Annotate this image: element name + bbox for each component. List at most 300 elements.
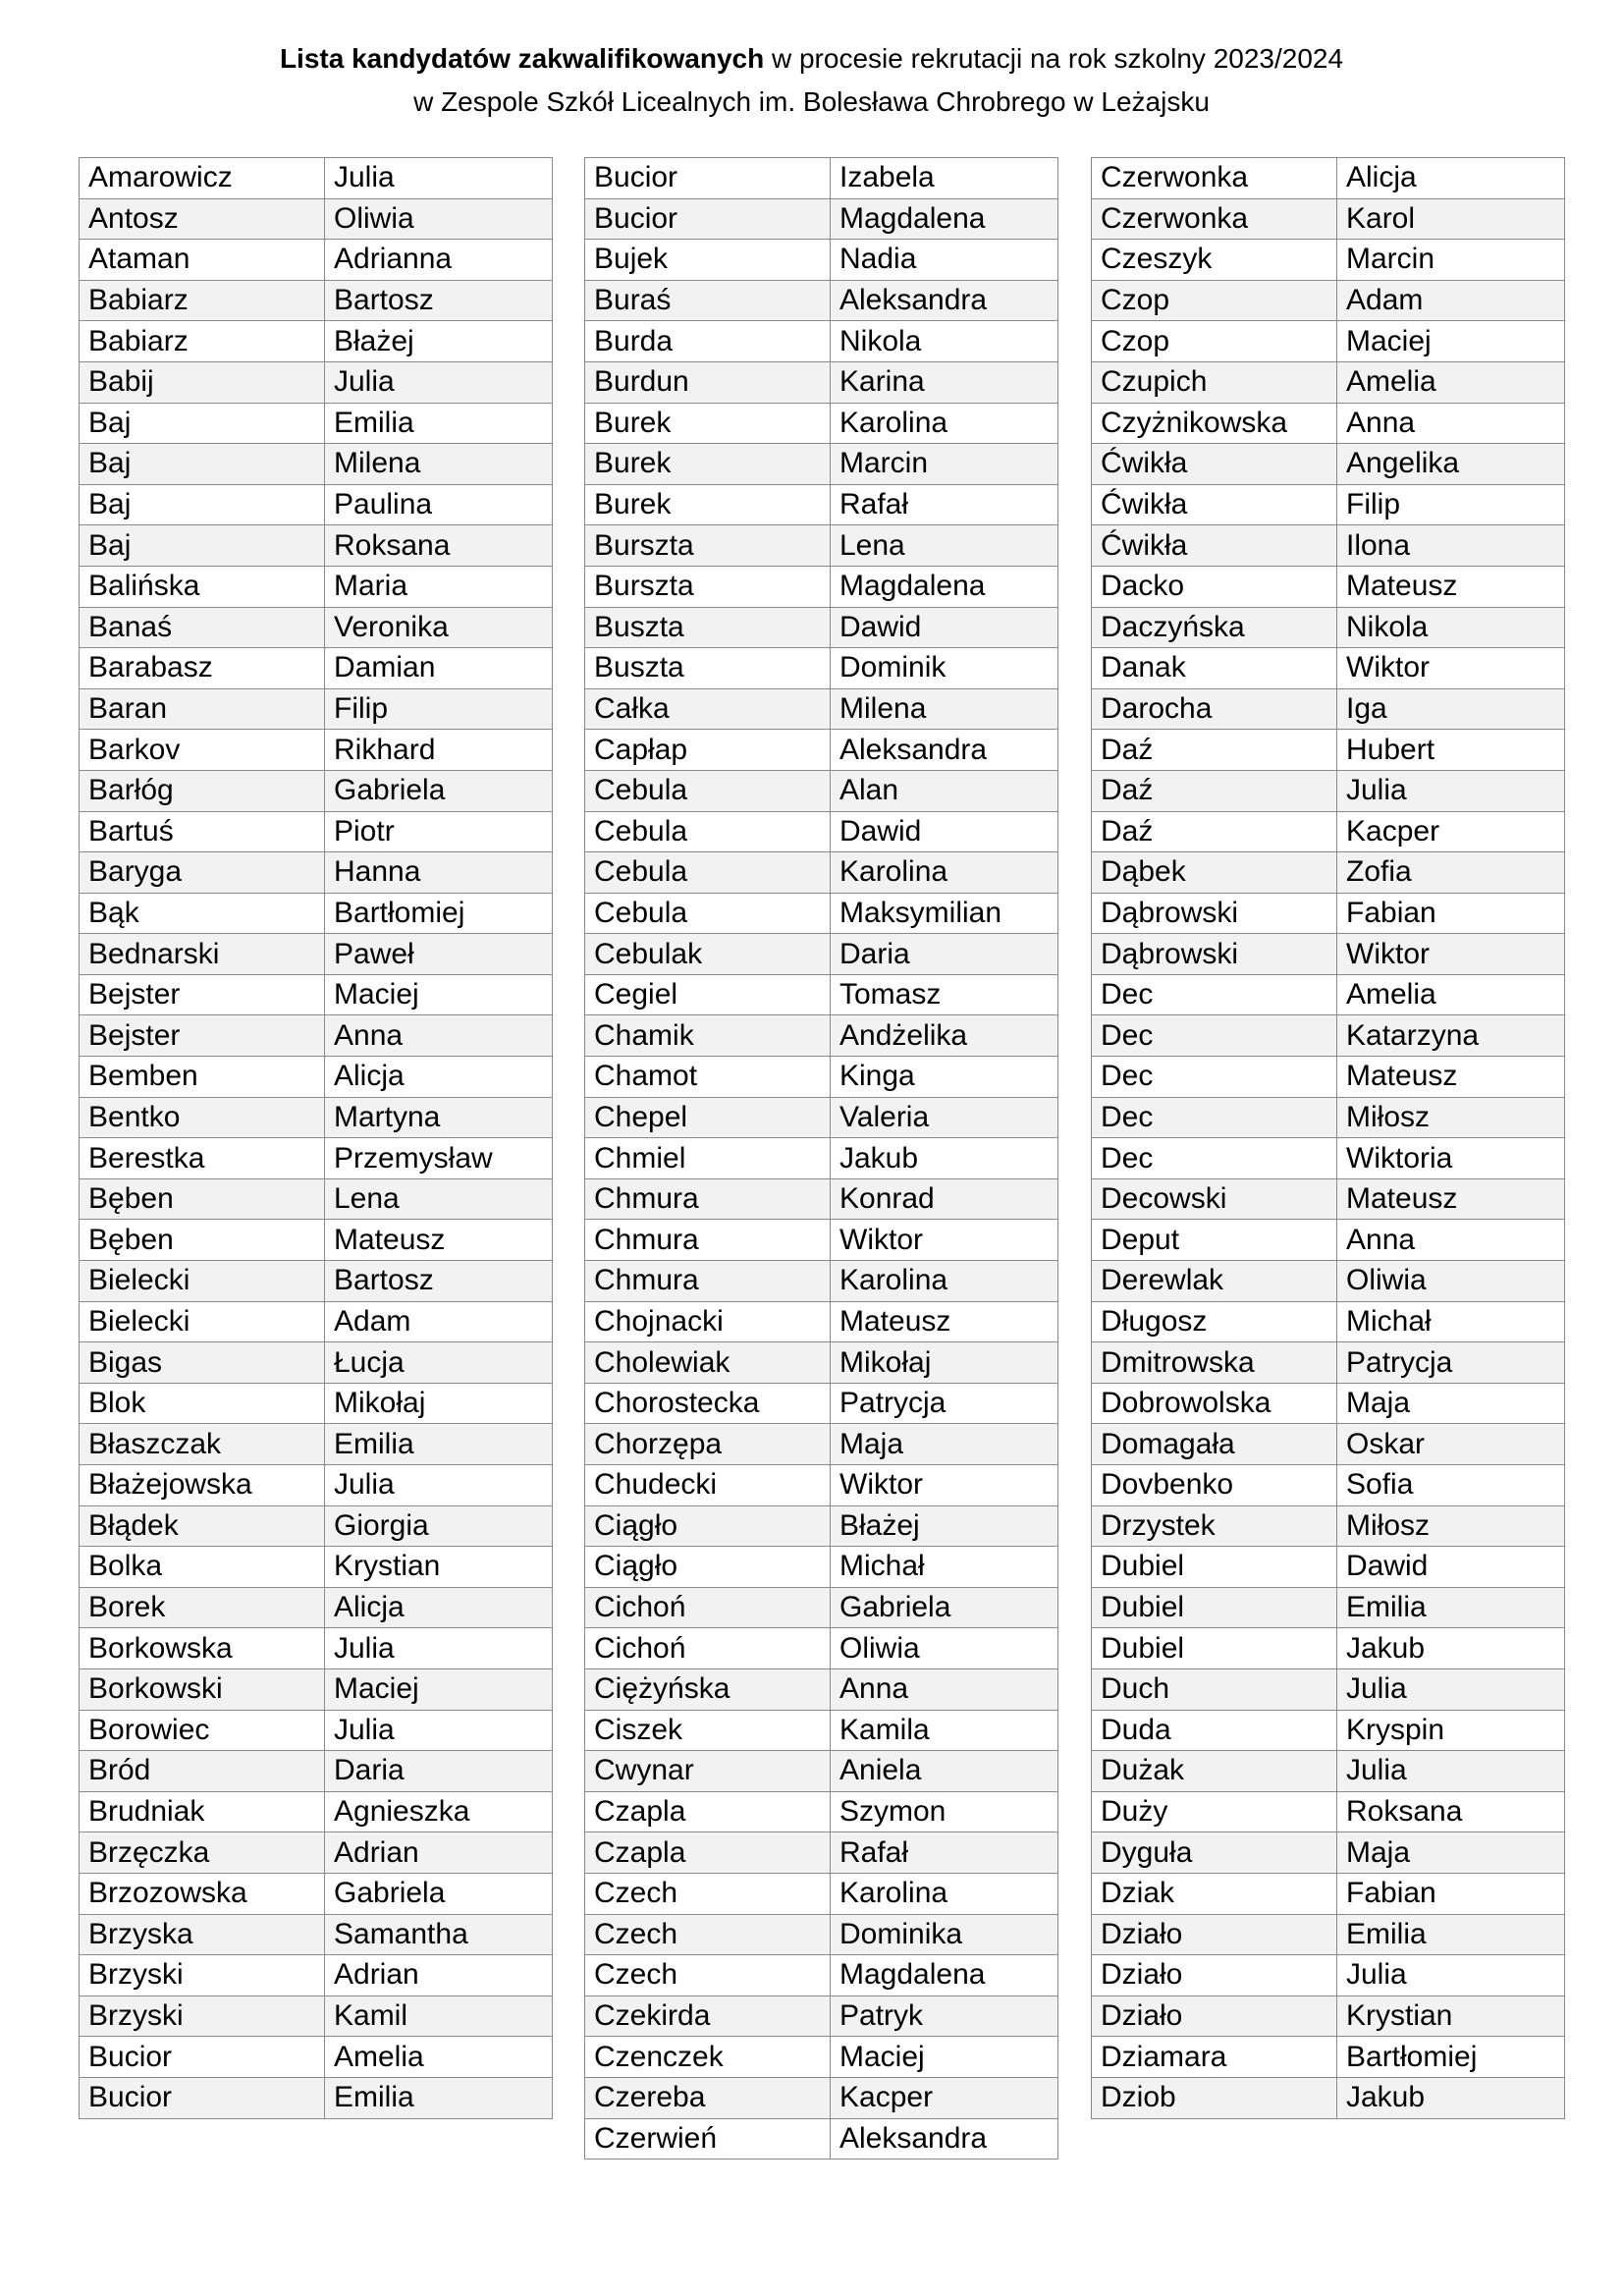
- firstname-cell: Gabriela: [325, 770, 553, 811]
- table-row: [80, 1628, 553, 1669]
- firstname-cell: Nadia: [831, 240, 1058, 281]
- table-row: [1092, 1628, 1565, 1669]
- surname-cell: Chmura: [585, 1178, 831, 1220]
- surname-cell: Cwynar: [585, 1751, 831, 1792]
- firstname-cell: Rafał: [831, 484, 1058, 525]
- candidates-table-column-1: [79, 157, 553, 2119]
- surname-cell: Duch: [1092, 1668, 1337, 1710]
- firstname-cell: Kamil: [325, 1995, 553, 2037]
- table-row: [585, 1668, 1058, 1710]
- table-row: [80, 974, 553, 1015]
- table-row: [80, 444, 553, 485]
- firstname-cell: Emilia: [325, 403, 553, 444]
- firstname-cell: Tomasz: [831, 974, 1058, 1015]
- surname-cell: Bielecki: [80, 1261, 325, 1302]
- surname-cell: Babij: [80, 361, 325, 403]
- surname-cell: Burszta: [585, 566, 831, 607]
- firstname-cell: Przemysław: [325, 1138, 553, 1179]
- table-row: [80, 1015, 553, 1057]
- surname-cell: Czerwień: [585, 2118, 831, 2159]
- firstname-cell: Sofia: [1337, 1465, 1565, 1506]
- firstname-cell: Adrian: [325, 1832, 553, 1874]
- surname-cell: Dacko: [1092, 566, 1337, 607]
- candidates-table-column-3: [1091, 157, 1565, 2119]
- table-row: [80, 852, 553, 894]
- firstname-cell: Oliwia: [1337, 1261, 1565, 1302]
- surname-cell: Bujek: [585, 240, 831, 281]
- table-row: [80, 1995, 553, 2037]
- firstname-cell: Oliwia: [831, 1628, 1058, 1669]
- surname-cell: Dec: [1092, 1097, 1337, 1138]
- table-row: [80, 198, 553, 240]
- surname-cell: Capłap: [585, 730, 831, 771]
- surname-cell: Chamot: [585, 1057, 831, 1098]
- surname-cell: Babiarz: [80, 321, 325, 362]
- surname-cell: Barabasz: [80, 648, 325, 689]
- firstname-cell: Andżelika: [831, 1015, 1058, 1057]
- firstname-cell: Maja: [1337, 1832, 1565, 1874]
- table-row: [80, 1138, 553, 1179]
- firstname-cell: Roksana: [1337, 1791, 1565, 1832]
- surname-cell: Czop: [1092, 280, 1337, 321]
- firstname-cell: Maksymilian: [831, 893, 1058, 934]
- surname-cell: Bigas: [80, 1342, 325, 1384]
- table-row: [1092, 525, 1565, 567]
- table-row: [1092, 1138, 1565, 1179]
- surname-cell: Dyguła: [1092, 1832, 1337, 1874]
- firstname-cell: Maciej: [325, 1668, 553, 1710]
- table-row: [585, 1710, 1058, 1751]
- surname-cell: Chmiel: [585, 1138, 831, 1179]
- table-row: [585, 280, 1058, 321]
- firstname-cell: Dawid: [1337, 1547, 1565, 1588]
- surname-cell: Ćwikła: [1092, 444, 1337, 485]
- firstname-cell: Damian: [325, 648, 553, 689]
- firstname-cell: Maja: [831, 1424, 1058, 1465]
- firstname-cell: Oliwia: [325, 198, 553, 240]
- table-row: [585, 607, 1058, 648]
- table-row: [1092, 403, 1565, 444]
- table-row: [585, 158, 1058, 199]
- surname-cell: Czekirda: [585, 1995, 831, 2037]
- surname-cell: Dziak: [1092, 1873, 1337, 1914]
- surname-cell: Blok: [80, 1383, 325, 1424]
- firstname-cell: Bartosz: [325, 280, 553, 321]
- firstname-cell: Aniela: [831, 1751, 1058, 1792]
- table-row: [1092, 1261, 1565, 1302]
- firstname-cell: Adam: [325, 1301, 553, 1342]
- firstname-cell: Emilia: [1337, 1914, 1565, 1955]
- table-row: [1092, 2077, 1565, 2118]
- firstname-cell: Krystian: [325, 1547, 553, 1588]
- table-row: [80, 1955, 553, 1996]
- surname-cell: Balińska: [80, 566, 325, 607]
- firstname-cell: Karolina: [831, 1873, 1058, 1914]
- surname-cell: Dubiel: [1092, 1587, 1337, 1628]
- table-row: [585, 1097, 1058, 1138]
- surname-cell: Deput: [1092, 1220, 1337, 1261]
- table-row: [1092, 1465, 1565, 1506]
- table-row: [1092, 1791, 1565, 1832]
- surname-cell: Cebula: [585, 852, 831, 894]
- table-row: [1092, 2037, 1565, 2078]
- firstname-cell: Maria: [325, 566, 553, 607]
- table-row: [585, 730, 1058, 771]
- surname-cell: Duda: [1092, 1710, 1337, 1751]
- table-row: [585, 1547, 1058, 1588]
- table-row: [1092, 321, 1565, 362]
- firstname-cell: Katarzyna: [1337, 1015, 1565, 1057]
- firstname-cell: Jakub: [831, 1138, 1058, 1179]
- firstname-cell: Emilia: [325, 2077, 553, 2118]
- surname-cell: Daź: [1092, 811, 1337, 852]
- table-row: [80, 566, 553, 607]
- candidates-table-column-2: [584, 157, 1058, 2159]
- table-row: [80, 1832, 553, 1874]
- firstname-cell: Wiktor: [831, 1465, 1058, 1506]
- firstname-cell: Mikołaj: [831, 1342, 1058, 1384]
- firstname-cell: Mateusz: [1337, 1178, 1565, 1220]
- surname-cell: Borkowska: [80, 1628, 325, 1669]
- table-row: [1092, 1832, 1565, 1874]
- surname-cell: Czapla: [585, 1791, 831, 1832]
- table-row: [585, 1342, 1058, 1384]
- surname-cell: Dziob: [1092, 2077, 1337, 2118]
- surname-cell: Brzęczka: [80, 1832, 325, 1874]
- firstname-cell: Fabian: [1337, 1873, 1565, 1914]
- table-row: [1092, 852, 1565, 894]
- firstname-cell: Kamila: [831, 1710, 1058, 1751]
- table-row: [80, 240, 553, 281]
- table-row: [585, 974, 1058, 1015]
- firstname-cell: Rikhard: [325, 730, 553, 771]
- firstname-cell: Anna: [325, 1015, 553, 1057]
- surname-cell: Borek: [80, 1587, 325, 1628]
- table-row: [1092, 811, 1565, 852]
- table-row: [585, 1424, 1058, 1465]
- firstname-cell: Zofia: [1337, 852, 1565, 894]
- table-row: [1092, 198, 1565, 240]
- surname-cell: Berestka: [80, 1138, 325, 1179]
- surname-cell: Dobrowolska: [1092, 1383, 1337, 1424]
- surname-cell: Czapla: [585, 1832, 831, 1874]
- table-row: [585, 1220, 1058, 1261]
- firstname-cell: Samantha: [325, 1914, 553, 1955]
- surname-cell: Bemben: [80, 1057, 325, 1098]
- surname-cell: Bąk: [80, 893, 325, 934]
- table-row: [1092, 934, 1565, 975]
- table-row: [1092, 1220, 1565, 1261]
- firstname-cell: Aleksandra: [831, 2118, 1058, 2159]
- table-row: [80, 1383, 553, 1424]
- table-row: [585, 444, 1058, 485]
- table-row: [80, 648, 553, 689]
- firstname-cell: Michał: [831, 1547, 1058, 1588]
- surname-cell: Chmura: [585, 1261, 831, 1302]
- table-row: [585, 1955, 1058, 1996]
- table-row: [585, 1057, 1058, 1098]
- surname-cell: Ciszek: [585, 1710, 831, 1751]
- firstname-cell: Julia: [1337, 1955, 1565, 1996]
- table-row: [1092, 974, 1565, 1015]
- table-row: [585, 811, 1058, 852]
- table-row: [80, 770, 553, 811]
- table-row: [80, 1057, 553, 1098]
- firstname-cell: Amelia: [1337, 974, 1565, 1015]
- firstname-cell: Dawid: [831, 811, 1058, 852]
- firstname-cell: Wiktor: [1337, 648, 1565, 689]
- firstname-cell: Bartosz: [325, 1261, 553, 1302]
- table-row: [585, 1587, 1058, 1628]
- firstname-cell: Mateusz: [1337, 1057, 1565, 1098]
- firstname-cell: Karolina: [831, 852, 1058, 894]
- firstname-cell: Kryspin: [1337, 1710, 1565, 1751]
- firstname-cell: Maja: [1337, 1383, 1565, 1424]
- firstname-cell: Aleksandra: [831, 730, 1058, 771]
- firstname-cell: Mateusz: [831, 1301, 1058, 1342]
- firstname-cell: Julia: [1337, 770, 1565, 811]
- title-bold: Lista kandydatów zakwalifikowanych: [279, 43, 765, 74]
- firstname-cell: Michał: [1337, 1301, 1565, 1342]
- firstname-cell: Patryk: [831, 1995, 1058, 2037]
- table-row: [1092, 1710, 1565, 1751]
- firstname-cell: Julia: [1337, 1751, 1565, 1792]
- surname-cell: Bucior: [585, 158, 831, 199]
- table-row: [1092, 893, 1565, 934]
- firstname-cell: Oskar: [1337, 1424, 1565, 1465]
- firstname-cell: Adrianna: [325, 240, 553, 281]
- surname-cell: Chudecki: [585, 1465, 831, 1506]
- table-row: [585, 770, 1058, 811]
- table-row: [80, 2077, 553, 2118]
- surname-cell: Decowski: [1092, 1178, 1337, 1220]
- firstname-cell: Hubert: [1337, 730, 1565, 771]
- firstname-cell: Wiktoria: [1337, 1138, 1565, 1179]
- table-row: [80, 1791, 553, 1832]
- surname-cell: Dąbrowski: [1092, 893, 1337, 934]
- table-row: [1092, 361, 1565, 403]
- firstname-cell: Adam: [1337, 280, 1565, 321]
- table-row: [1092, 1383, 1565, 1424]
- surname-cell: Błaszczak: [80, 1424, 325, 1465]
- table-row: [585, 1301, 1058, 1342]
- table-row: [585, 1914, 1058, 1955]
- table-row: [80, 1178, 553, 1220]
- table-row: [80, 2037, 553, 2078]
- surname-cell: Błażejowska: [80, 1465, 325, 1506]
- table-row: [1092, 1424, 1565, 1465]
- firstname-cell: Wiktor: [1337, 934, 1565, 975]
- firstname-cell: Magdalena: [831, 198, 1058, 240]
- surname-cell: Buszta: [585, 607, 831, 648]
- surname-cell: Dec: [1092, 1138, 1337, 1179]
- table-row: [80, 1097, 553, 1138]
- table-row: [585, 525, 1058, 567]
- firstname-cell: Angelika: [1337, 444, 1565, 485]
- table-row: [80, 1668, 553, 1710]
- firstname-cell: Lena: [831, 525, 1058, 567]
- table-row: [80, 321, 553, 362]
- table-row: [585, 934, 1058, 975]
- firstname-cell: Fabian: [1337, 893, 1565, 934]
- surname-cell: Bęben: [80, 1220, 325, 1261]
- firstname-cell: Gabriela: [831, 1587, 1058, 1628]
- table-row: [1092, 607, 1565, 648]
- table-row: [80, 811, 553, 852]
- surname-cell: Dec: [1092, 974, 1337, 1015]
- table-row: [80, 934, 553, 975]
- table-row: [80, 1342, 553, 1384]
- table-row: [80, 525, 553, 567]
- table-row: [80, 361, 553, 403]
- surname-cell: Ćwikła: [1092, 525, 1337, 567]
- surname-cell: Daczyńska: [1092, 607, 1337, 648]
- surname-cell: Działo: [1092, 1914, 1337, 1955]
- table-row: [1092, 1178, 1565, 1220]
- surname-cell: Bród: [80, 1751, 325, 1792]
- table-row: [80, 607, 553, 648]
- surname-cell: Derewlak: [1092, 1261, 1337, 1302]
- page-subtitle: w Zespole Szkół Licealnych im. Bolesława Chrobrego w Leżajsku: [413, 86, 1210, 117]
- surname-cell: Burszta: [585, 525, 831, 567]
- surname-cell: Chojnacki: [585, 1301, 831, 1342]
- firstname-cell: Amelia: [325, 2037, 553, 2078]
- surname-cell: Cegiel: [585, 974, 831, 1015]
- table-row: [585, 321, 1058, 362]
- firstname-cell: Lena: [325, 1178, 553, 1220]
- firstname-cell: Błażej: [831, 1505, 1058, 1547]
- surname-cell: Chepel: [585, 1097, 831, 1138]
- firstname-cell: Giorgia: [325, 1505, 553, 1547]
- surname-cell: Daź: [1092, 770, 1337, 811]
- surname-cell: Brzyski: [80, 1995, 325, 2037]
- surname-cell: Błądek: [80, 1505, 325, 1547]
- firstname-cell: Julia: [325, 1465, 553, 1506]
- surname-cell: Działo: [1092, 1995, 1337, 2037]
- firstname-cell: Mikołaj: [325, 1383, 553, 1424]
- firstname-cell: Krystian: [1337, 1995, 1565, 2037]
- firstname-cell: Maciej: [1337, 321, 1565, 362]
- firstname-cell: Izabela: [831, 158, 1058, 199]
- table-row: [585, 2118, 1058, 2159]
- surname-cell: Bejster: [80, 1015, 325, 1057]
- surname-cell: Ciągło: [585, 1505, 831, 1547]
- surname-cell: Cebulak: [585, 934, 831, 975]
- firstname-cell: Julia: [1337, 1668, 1565, 1710]
- firstname-cell: Anna: [831, 1668, 1058, 1710]
- surname-cell: Bielecki: [80, 1301, 325, 1342]
- firstname-cell: Agnieszka: [325, 1791, 553, 1832]
- table-row: [80, 280, 553, 321]
- firstname-cell: Nikola: [831, 321, 1058, 362]
- surname-cell: Ciężyńska: [585, 1668, 831, 1710]
- firstname-cell: Julia: [325, 158, 553, 199]
- surname-cell: Chmura: [585, 1220, 831, 1261]
- surname-cell: Czech: [585, 1955, 831, 1996]
- table-row: [1092, 566, 1565, 607]
- table-row: [585, 688, 1058, 730]
- firstname-cell: Konrad: [831, 1178, 1058, 1220]
- firstname-cell: Marcin: [1337, 240, 1565, 281]
- surname-cell: Cebula: [585, 893, 831, 934]
- firstname-cell: Błażej: [325, 321, 553, 362]
- firstname-cell: Jakub: [1337, 1628, 1565, 1669]
- table-row: [585, 240, 1058, 281]
- surname-cell: Bucior: [80, 2077, 325, 2118]
- table-row: [585, 1261, 1058, 1302]
- table-row: [1092, 280, 1565, 321]
- surname-cell: Baj: [80, 403, 325, 444]
- firstname-cell: Emilia: [325, 1424, 553, 1465]
- table-row: [585, 1628, 1058, 1669]
- surname-cell: Czerwonka: [1092, 158, 1337, 199]
- table-row: [80, 1301, 553, 1342]
- surname-cell: Cichoń: [585, 1628, 831, 1669]
- table-row: [1092, 1873, 1565, 1914]
- firstname-cell: Kacper: [831, 2077, 1058, 2118]
- surname-cell: Dziamara: [1092, 2037, 1337, 2078]
- table-row: [80, 893, 553, 934]
- firstname-cell: Kacper: [1337, 811, 1565, 852]
- table-row: [1092, 1301, 1565, 1342]
- firstname-cell: Jakub: [1337, 2077, 1565, 2118]
- firstname-cell: Nikola: [1337, 607, 1565, 648]
- surname-cell: Działo: [1092, 1955, 1337, 1996]
- surname-cell: Czop: [1092, 321, 1337, 362]
- surname-cell: Czerwonka: [1092, 198, 1337, 240]
- firstname-cell: Magdalena: [831, 1955, 1058, 1996]
- surname-cell: Dec: [1092, 1015, 1337, 1057]
- table-row: [1092, 1097, 1565, 1138]
- table-row: [1092, 1668, 1565, 1710]
- table-row: [80, 484, 553, 525]
- title-rest: w procesie rekrutacji na rok szkolny 2023/2024: [764, 43, 1344, 74]
- firstname-cell: Martyna: [325, 1097, 553, 1138]
- table-row: [1092, 1751, 1565, 1792]
- surname-cell: Bejster: [80, 974, 325, 1015]
- firstname-cell: Emilia: [1337, 1587, 1565, 1628]
- surname-cell: Bęben: [80, 1178, 325, 1220]
- surname-cell: Domagała: [1092, 1424, 1337, 1465]
- surname-cell: Czech: [585, 1914, 831, 1955]
- surname-cell: Barłóg: [80, 770, 325, 811]
- table-row: [585, 1791, 1058, 1832]
- firstname-cell: Miłosz: [1337, 1097, 1565, 1138]
- firstname-cell: Mateusz: [1337, 566, 1565, 607]
- firstname-cell: Maciej: [325, 974, 553, 1015]
- table-row: [585, 893, 1058, 934]
- surname-cell: Drzystek: [1092, 1505, 1337, 1547]
- table-row: [585, 1751, 1058, 1792]
- surname-cell: Cebula: [585, 811, 831, 852]
- table-row: [1092, 648, 1565, 689]
- table-row: [1092, 484, 1565, 525]
- surname-cell: Ćwikła: [1092, 484, 1337, 525]
- table-row: [1092, 688, 1565, 730]
- firstname-cell: Valeria: [831, 1097, 1058, 1138]
- firstname-cell: Julia: [325, 1628, 553, 1669]
- table-row: [585, 1138, 1058, 1179]
- surname-cell: Babiarz: [80, 280, 325, 321]
- firstname-cell: Gabriela: [325, 1873, 553, 1914]
- surname-cell: Dec: [1092, 1057, 1337, 1098]
- table-row: [80, 1505, 553, 1547]
- table-row: [585, 198, 1058, 240]
- table-row: [80, 1261, 553, 1302]
- table-row: [585, 1178, 1058, 1220]
- table-row: [585, 1995, 1058, 2037]
- table-row: [1092, 444, 1565, 485]
